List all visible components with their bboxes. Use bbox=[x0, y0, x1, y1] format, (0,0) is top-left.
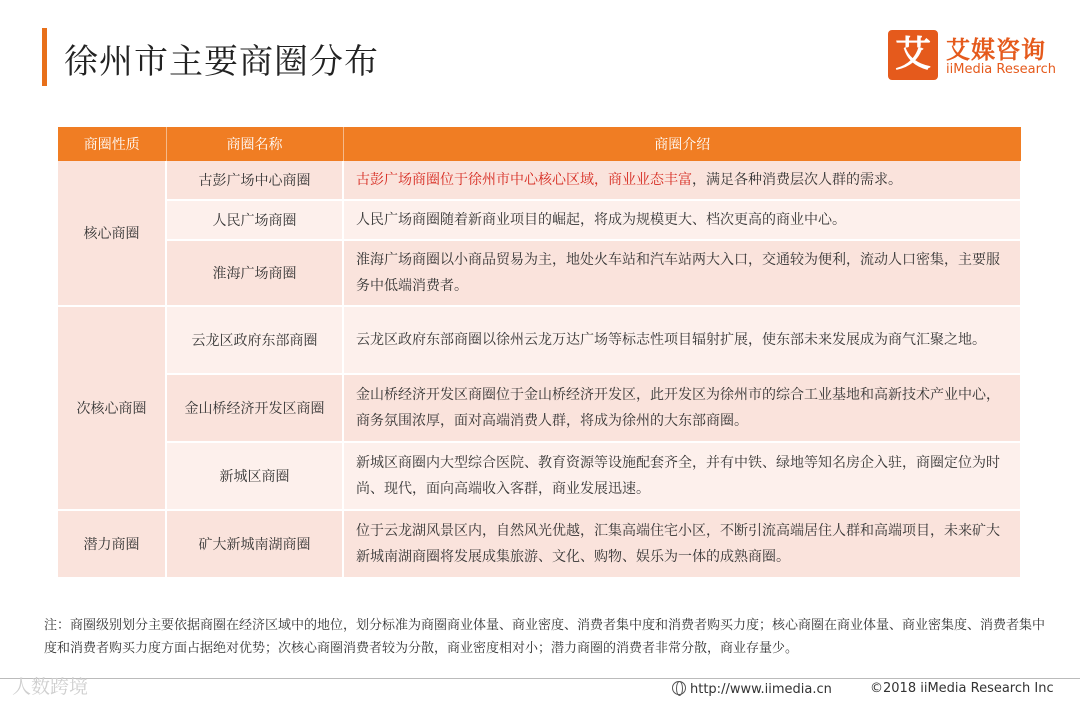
district-name: 新城区商圈 bbox=[166, 442, 343, 510]
logo-mark-icon: 艾 bbox=[888, 30, 938, 80]
footer-copyright: ©2018 iiMedia Research Inc bbox=[870, 681, 1054, 696]
brand-logo bbox=[888, 30, 1058, 80]
district-intro bbox=[343, 161, 1021, 200]
category-cell: 潜力商圈 bbox=[58, 510, 166, 578]
district-intro: 位于云龙湖风景区内，自然风光优越，汇集高端住宅小区，不断引流高端居住人群和高端项目，未来矿大新城南湖商圈将发展成集旅游、文化、购物、娱乐为一体的成熟商圈。 bbox=[343, 510, 1021, 578]
district-intro: 淮海广场商圈以小商品贸易为主，地处火车站和汽车站两大入口，交通较为便利，流动人口密集，主要服务中低端消费者。 bbox=[343, 240, 1021, 306]
logo-cn-text: 艾媒咨询 bbox=[946, 36, 1046, 64]
footer-divider bbox=[0, 678, 1080, 679]
district-intro: 人民广场商圈随着新商业项目的崛起，将成为规模更大、档次更高的商业中心。 bbox=[343, 200, 1021, 240]
footer-website bbox=[672, 681, 832, 697]
business-district-table bbox=[58, 127, 1022, 579]
district-name: 矿大新城南湖商圈 bbox=[166, 510, 343, 578]
district-intro: 云龙区政府东部商圈以徐州云龙万达广场等标志性项目辐射扩展，使东部未来发展成为商气汇聚之地。 bbox=[343, 306, 1021, 374]
table-row bbox=[58, 374, 1021, 442]
footnote: 注：商圈级别划分主要依据商圈在经济区域中的地位，划分标准为商圈商业体量、商业密度、消费者集中度和消费者购买力度；核心商圈在商业体量、商业密集度、消费者集中度和消费者购买力度方面占据绝对优势；次核心商圈消费者较为分散，商业密度相对小；潜力商圈的消费者非常分散，商业存量少。 bbox=[44, 618, 1046, 656]
footer-url-text: http://www.iimedia.cn bbox=[690, 682, 832, 697]
table-header-row bbox=[58, 127, 1021, 161]
category-cell: 次核心商圈 bbox=[58, 306, 166, 510]
district-name: 人民广场商圈 bbox=[166, 200, 343, 240]
intro-text: ，满足各种消费层次人群的需求。 bbox=[692, 172, 902, 188]
logo-en-text: iiMedia Research bbox=[946, 62, 1057, 77]
header-category: 商圈性质 bbox=[58, 127, 166, 161]
table-row bbox=[58, 306, 1021, 374]
district-intro: 新城区商圈内大型综合医院、教育资源等设施配套齐全，并有中铁、绿地等知名房企入驻，商圈定位为时尚、现代，面向高端收入客群，商业发展迅速。 bbox=[343, 442, 1021, 510]
header-name: 商圈名称 bbox=[166, 127, 343, 161]
district-name: 古彭广场中心商圈 bbox=[166, 161, 343, 200]
intro-highlight: 古彭广场商圈位于徐州市中心核心区域，商业业态丰富 bbox=[356, 172, 692, 188]
table-row bbox=[58, 442, 1021, 510]
globe-icon bbox=[672, 681, 686, 695]
district-name: 淮海广场商圈 bbox=[166, 240, 343, 306]
table-row bbox=[58, 161, 1021, 200]
title-accent-bar bbox=[42, 28, 47, 86]
category-cell: 核心商圈 bbox=[58, 161, 166, 306]
district-name: 云龙区政府东部商圈 bbox=[166, 306, 343, 374]
district-name: 金山桥经济开发区商圈 bbox=[166, 374, 343, 442]
table-row bbox=[58, 240, 1021, 306]
page-title: 徐州市主要商圈分布 bbox=[64, 42, 379, 82]
header-intro: 商圈介绍 bbox=[343, 127, 1021, 161]
watermark-text: 人数跨境 bbox=[12, 676, 89, 698]
district-intro: 金山桥经济开发区商圈位于金山桥经济开发区，此开发区为徐州市的综合工业基地和高新技术产业中心，商务氛围浓厚，面对高端消费人群，将成为徐州的大东部商圈。 bbox=[343, 374, 1021, 442]
table-row bbox=[58, 510, 1021, 578]
table-row bbox=[58, 200, 1021, 240]
